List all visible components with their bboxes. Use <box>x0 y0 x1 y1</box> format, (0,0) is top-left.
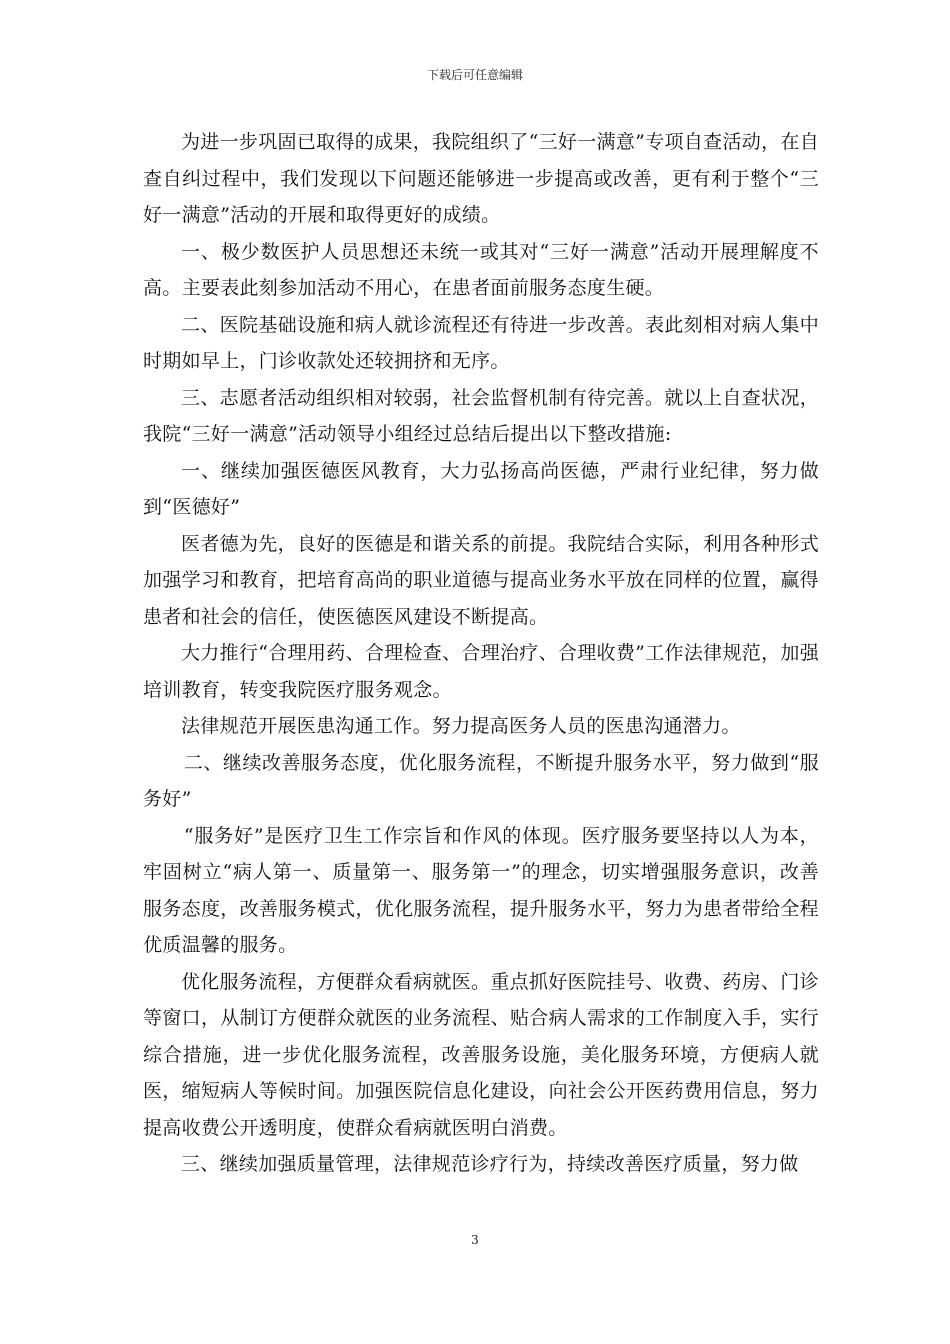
paragraph-measure-1-body: 医者德为先，良好的医德是和谐关系的前提。我院结合实际，利用各种形式加强学习和教育，把培育高尚的职业道德与提高业务水平放在同样的位置，赢得患者和社会的信任，使医德医风建设不断提高。 <box>143 532 819 628</box>
paragraph-measure-1-communication: 法律规范开展医患沟通工作。努力提高医务人员的医患沟通潜力。 <box>181 715 741 737</box>
paragraph-measure-2-heading: 二、继续改善服务态度，优化服务流程，不断提升服务水平，努力做到“服务好” <box>143 751 819 810</box>
paragraph-measure-1-policy: 大力推行“合理用药、合理检查、合理治疗、合理收费”工作法律规范，加强培训教育，转变我院医疗服务观念。 <box>143 642 819 701</box>
document-body <box>143 124 819 1183</box>
paragraph-issue-1: 一、极少数医护人员思想还未统一或其对“三好一满意”活动开展理解度不高。主要表此刻参加活动不用心，在患者面前服务态度生硬。 <box>143 240 819 299</box>
paragraph-issue-3: 三、志愿者活动组织相对较弱，社会监督机制有待完善。就以上自查状况，我院“三好一满意”活动领导小组经过总结后提出以下整改措施: <box>143 386 819 445</box>
paragraph-issue-2: 二、医院基础设施和病人就诊流程还有待进一步改善。表此刻相对病人集中时期如早上，门诊收款处还较拥挤和无序。 <box>143 313 819 372</box>
paragraph-measure-2-process: 优化服务流程，方便群众看病就医。重点抓好医院挂号、收费、药房、门诊等窗口，从制订方便群众就医的业务流程、贴合病人需求的工作制度入手，实行综合措施，进一步优化服务流程，改善服务设施，美化服务环境，方便病人就医，缩短病人等候时间。加强医院信息化建设，向社会公开医药费用信息，努力提高收费公开透明度，使群众看病就医明白消费。 <box>143 970 819 1139</box>
page-header: 下载后可任意编辑 <box>426 68 523 82</box>
paragraph-intro: 为进一步巩固已取得的成果，我院组织了“三好一满意”专项自查活动，在自查自纠过程中，我们发现以下问题还能够进一步提高或改善，更有利于整个“三好一满意”活动的开展和取得更好的成绩。 <box>143 131 819 226</box>
page-number: 3 <box>471 1233 479 1247</box>
paragraph-measure-3-heading: 三、继续加强质量管理，法律规范诊疗行为，持续改善医疗质量，努力做 <box>181 1153 799 1175</box>
paragraph-measure-1-heading: 一、继续加强医德医风教育，大力弘扬高尚医德，严肃行业纪律，努力做到“医德好” <box>143 459 819 518</box>
paragraph-measure-2-body: “服务好”是医疗卫生工作宗旨和作风的体现。医疗服务要坚持以人为本，牢固树立“病人第一、质量第一、服务第一”的理念，切实增强服务意识，改善服务态度，改善服务模式，优化服务流程，提升服务水平，努力为患者带给全程优质温馨的服务。 <box>143 824 819 956</box>
